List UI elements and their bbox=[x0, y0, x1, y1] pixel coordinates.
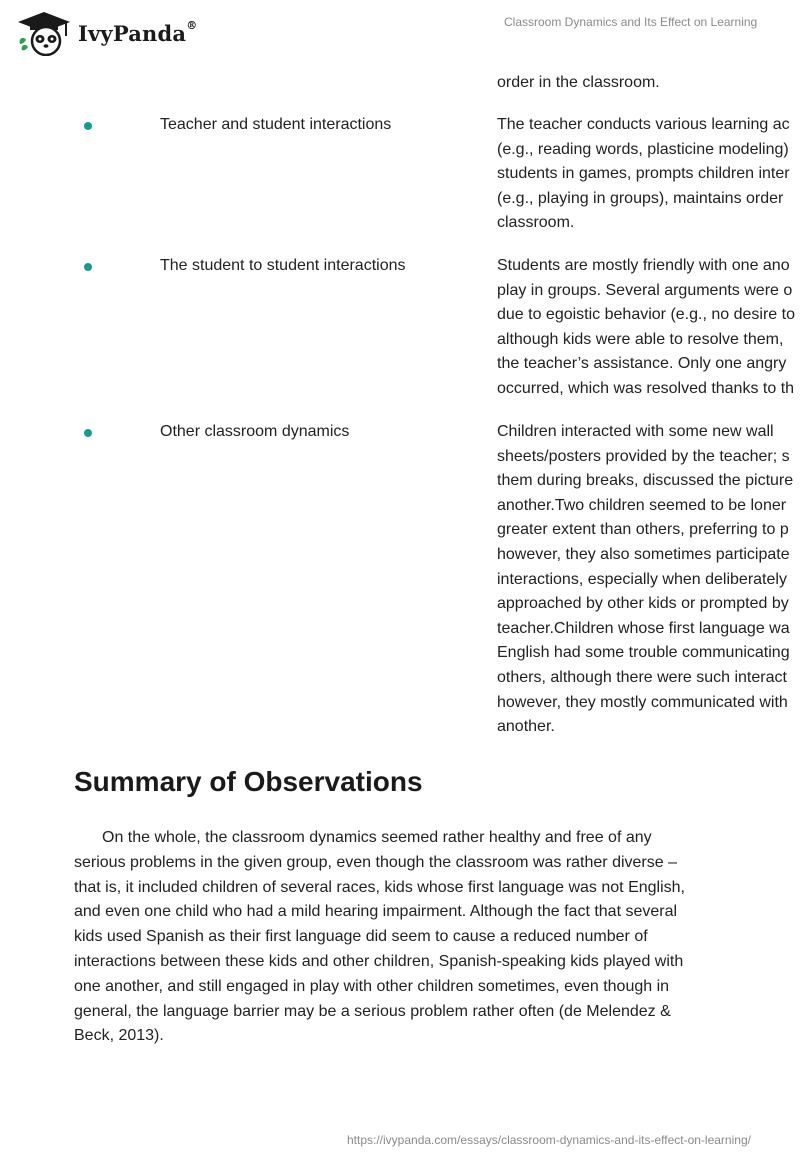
document-title: Classroom Dynamics and Its Effect on Learning bbox=[504, 15, 758, 29]
row-label-other-dynamics: Other classroom dynamics bbox=[160, 423, 350, 440]
source-url-link[interactable]: https://ivypanda.com/essays/classroom-dynamics-and-its-effect-on-learning/ bbox=[347, 1133, 751, 1147]
row-label-teacher-student: Teacher and student interactions bbox=[160, 116, 392, 133]
bullet-icon bbox=[84, 429, 92, 437]
row-desc-student-student: Students are mostly friendly with one ano play in groups. Several arguments were o due to egoistic behavior (e.g., no desire to although kids were able to resolve them, the teacher’s assistance. Only one angry occurred, which was resolved thanks to th bbox=[497, 257, 795, 397]
row-label-student-student: The student to student interactions bbox=[160, 257, 406, 274]
row-desc-other-dynamics: Children interacted with some new wall sheets/posters provided by the teacher; s them during breaks, discussed the picture another.Two children seemed to be loner greater extent than others, preferring to p however, they also sometimes participate interactions, especially when deliberately approached by other kids or prompted by teacher.Children whose first language wa English had some trouble communicating others, although there were such interact however, they mostly communicated with another. bbox=[497, 423, 794, 736]
carryover-text: order in the classroom. bbox=[497, 74, 660, 91]
section-heading: Summary of Observations bbox=[74, 766, 423, 797]
summary-paragraph: On the whole, the classroom dynamics seemed rather healthy and free of any serious problems in the given group, even though the classroom was rather diverse – that is, it included children of several races, kids whose first language was not English, and even one child who had a mild hearing impairment. Although the fact that several kids used Spanish as their first language did seem to cause a reduced number of interactions between these kids and other children, Spanish-speaking kids played with one another, and still engaged in play with other children sometimes, even though in general, the language barrier may be a serious problem rather often (de Melendez & Beck, 2013). bbox=[74, 829, 685, 1045]
row-desc-teacher-student: The teacher conducts various learning ac (e.g., reading words, plasticine modeling) students in games, prompts children inter (e.g., playing in groups), maintains order classroom. bbox=[497, 116, 790, 232]
bullet-icon bbox=[84, 263, 92, 271]
bullet-icon bbox=[84, 122, 92, 130]
brand-name: IvyPanda® bbox=[78, 18, 198, 46]
